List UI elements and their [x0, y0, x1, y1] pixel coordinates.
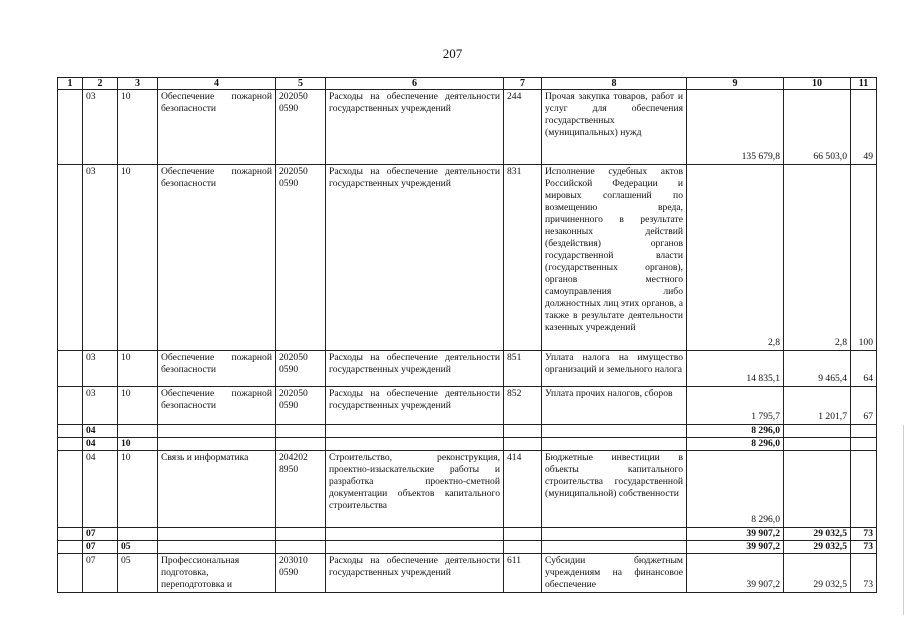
- cell-col-5: 202050 0590: [276, 351, 326, 387]
- cell-col-2: 07: [83, 541, 118, 554]
- cell-col-2: 03: [83, 165, 118, 351]
- cell-col-5: 202050 0590: [276, 165, 326, 351]
- subtotal-row: [58, 425, 877, 438]
- cell-col-11: 49: [851, 90, 877, 165]
- cell-col-5: 204202 8950: [276, 451, 326, 528]
- cell-col-2: 03: [83, 90, 118, 165]
- subtotal-row: [58, 528, 877, 541]
- cell-col-1: [58, 451, 83, 528]
- cell-col-7: 611: [504, 554, 542, 593]
- cell-col-6: Расходы на обеспечение деятельности государственных учреждений: [326, 351, 504, 387]
- table-row: [58, 351, 877, 387]
- cell-col-8: Бюджетные инвестиции в объекты капитального строительства государственной (муниципальной) собственности: [542, 451, 687, 528]
- cell-col-4: [158, 438, 276, 451]
- cell-col-10: [784, 425, 851, 438]
- cell-col-6: [326, 425, 504, 438]
- cell-col-5: [276, 528, 326, 541]
- cell-col-7: [504, 438, 542, 451]
- cell-col-11: 64: [851, 351, 877, 387]
- cell-col-5: 202050 0590: [276, 387, 326, 425]
- cell-col-10: [784, 451, 851, 528]
- cell-col-7: 244: [504, 90, 542, 165]
- page-number: 207: [442, 46, 463, 61]
- cell-col-4: Профессиональная подготовка, переподготовка и: [158, 554, 276, 593]
- cell-col-11: 73: [851, 528, 877, 541]
- cell-col-1: [58, 90, 83, 165]
- cell-col-7: 414: [504, 451, 542, 528]
- cell-col-11: 73: [851, 541, 877, 554]
- column-header: 7: [504, 78, 542, 90]
- cell-col-11: 100: [851, 165, 877, 351]
- cell-col-4: Обеспечение пожарной безопасности: [158, 351, 276, 387]
- column-header: 6: [326, 78, 504, 90]
- cell-col-5: 203010 0590: [276, 554, 326, 593]
- cell-col-6: Расходы на обеспечение деятельности государственных учреждений: [326, 90, 504, 165]
- cell-col-2: 07: [83, 554, 118, 593]
- cell-col-5: 202050 0590: [276, 90, 326, 165]
- cell-col-7: 831: [504, 165, 542, 351]
- column-header: 1: [58, 78, 83, 90]
- cell-col-1: [58, 425, 83, 438]
- cell-col-9: 39 907,2: [687, 554, 784, 593]
- cell-col-10: 66 503,0: [784, 90, 851, 165]
- table-row: [58, 90, 877, 165]
- column-header: 5: [276, 78, 326, 90]
- cell-col-7: 851: [504, 351, 542, 387]
- cell-col-10: 29 032,5: [784, 554, 851, 593]
- cell-col-7: [504, 528, 542, 541]
- cell-col-9: 8 296,0: [687, 425, 784, 438]
- cell-col-6: Расходы на обеспечение деятельности государственных учреждений: [326, 387, 504, 425]
- cell-col-1: [58, 438, 83, 451]
- cell-col-7: 852: [504, 387, 542, 425]
- cell-col-6: [326, 528, 504, 541]
- table-row: [58, 451, 877, 528]
- column-header: 8: [542, 78, 687, 90]
- cell-col-9: 1 795,7: [687, 387, 784, 425]
- cell-col-6: [326, 541, 504, 554]
- cell-col-8: [542, 541, 687, 554]
- cell-col-4: [158, 541, 276, 554]
- cell-col-3: 10: [118, 387, 158, 425]
- cell-col-2: 03: [83, 387, 118, 425]
- cell-col-8: Исполнение судебных актов Российской Федерации и мировых соглашений по возмещению вреда, причиненного в результате незаконных действий (бездействия) органов государственной власти (государственных органов), органов местного самоуправления либо должностных лиц этих органов, а также в результате деятельности казенных учреждений: [542, 165, 687, 351]
- cell-col-8: [542, 425, 687, 438]
- cell-col-6: Расходы на обеспечение деятельности государственных учреждений: [326, 165, 504, 351]
- cell-col-1: [58, 554, 83, 593]
- cell-col-6: Строительство, реконструкция, проектно-изыскательские работы и разработка проектно-сметной документации объектов капитального строительства: [326, 451, 504, 528]
- cell-col-11: [851, 438, 877, 451]
- cell-col-3: 05: [118, 554, 158, 593]
- cell-col-1: [58, 351, 83, 387]
- cell-col-7: [504, 541, 542, 554]
- cell-col-10: 29 032,5: [784, 541, 851, 554]
- cell-col-8: Уплата прочих налогов, сборов: [542, 387, 687, 425]
- cell-col-8: [542, 438, 687, 451]
- cell-col-3: 10: [118, 438, 158, 451]
- cell-col-4: [158, 425, 276, 438]
- cell-col-11: [851, 451, 877, 528]
- cell-col-1: [58, 165, 83, 351]
- cell-col-9: 135 679,8: [687, 90, 784, 165]
- cell-col-3: 10: [118, 451, 158, 528]
- cell-col-8: Субсидии бюджетным учреждениям на финансовое обеспечение: [542, 554, 687, 593]
- cell-col-3: [118, 425, 158, 438]
- cell-col-1: [58, 528, 83, 541]
- cell-col-2: 03: [83, 351, 118, 387]
- cell-col-9: 39 907,2: [687, 528, 784, 541]
- cell-col-4: Обеспечение пожарной безопасности: [158, 90, 276, 165]
- cell-col-2: 04: [83, 438, 118, 451]
- cell-col-9: 2,8: [687, 165, 784, 351]
- column-header: 11: [851, 78, 877, 90]
- cell-col-9: 14 835,1: [687, 351, 784, 387]
- table-row: [58, 387, 877, 425]
- cell-col-7: [504, 425, 542, 438]
- cell-col-8: Прочая закупка товаров, работ и услуг для обеспечения государственных (муниципальных) нужд: [542, 90, 687, 165]
- table-row: [58, 554, 877, 593]
- column-header: 9: [687, 78, 784, 90]
- cell-col-9: 8 296,0: [687, 451, 784, 528]
- cell-col-10: 29 032,5: [784, 528, 851, 541]
- cell-col-3: 05: [118, 541, 158, 554]
- scan-edge-line: [903, 425, 904, 615]
- cell-col-5: [276, 541, 326, 554]
- cell-col-8: Уплата налога на имущество организаций и земельного налога: [542, 351, 687, 387]
- cell-col-6: Расходы на обеспечение деятельности государственных учреждений: [326, 554, 504, 593]
- subtotal-row: [58, 541, 877, 554]
- cell-col-11: 73: [851, 554, 877, 593]
- cell-col-2: 04: [83, 451, 118, 528]
- table-body: [58, 90, 877, 593]
- column-header: 10: [784, 78, 851, 90]
- cell-col-10: 9 465,4: [784, 351, 851, 387]
- cell-col-8: [542, 528, 687, 541]
- cell-col-10: 2,8: [784, 165, 851, 351]
- cell-col-4: Связь и информатика: [158, 451, 276, 528]
- cell-col-4: Обеспечение пожарной безопасности: [158, 387, 276, 425]
- header-row: [58, 78, 877, 90]
- cell-col-11: [851, 425, 877, 438]
- table-row: [58, 165, 877, 351]
- subtotal-row: [58, 438, 877, 451]
- cell-col-5: [276, 425, 326, 438]
- cell-col-9: 39 907,2: [687, 541, 784, 554]
- cell-col-3: 10: [118, 351, 158, 387]
- cell-col-1: [58, 541, 83, 554]
- cell-col-10: 1 201,7: [784, 387, 851, 425]
- cell-col-10: [784, 438, 851, 451]
- cell-col-11: 67: [851, 387, 877, 425]
- cell-col-1: [58, 387, 83, 425]
- cell-col-9: 8 296,0: [687, 438, 784, 451]
- cell-col-5: [276, 438, 326, 451]
- cell-col-4: [158, 528, 276, 541]
- cell-col-6: [326, 438, 504, 451]
- cell-col-2: 04: [83, 425, 118, 438]
- column-header: 3: [118, 78, 158, 90]
- column-header: 4: [158, 78, 276, 90]
- cell-col-3: 10: [118, 165, 158, 351]
- budget-table: [57, 77, 877, 593]
- column-header: 2: [83, 78, 118, 90]
- cell-col-3: 10: [118, 90, 158, 165]
- cell-col-3: [118, 528, 158, 541]
- cell-col-2: 07: [83, 528, 118, 541]
- cell-col-4: Обеспечение пожарной безопасности: [158, 165, 276, 351]
